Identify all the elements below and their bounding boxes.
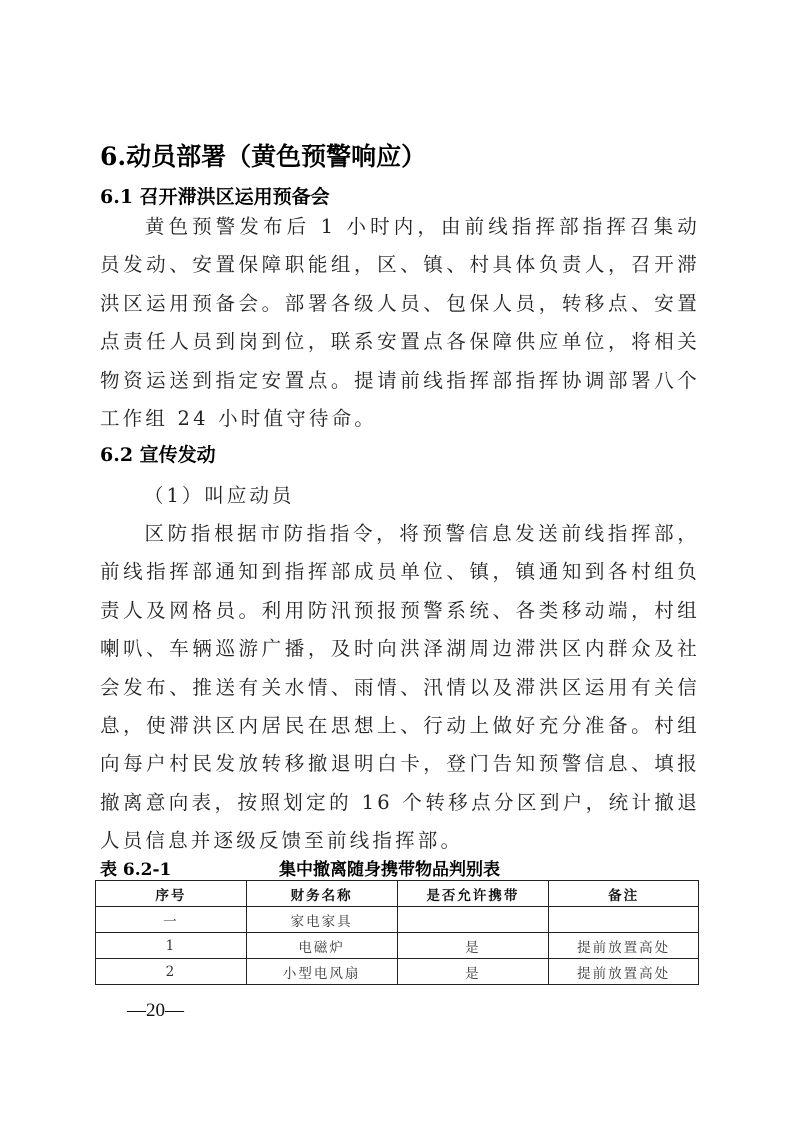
- table-row: [96, 907, 699, 933]
- heading-6-1: 6.1 召开滞洪区运用预备会: [100, 186, 330, 208]
- paragraph-6-2: [100, 515, 700, 861]
- header-item-name: 财务名称: [246, 881, 397, 907]
- cell-item-name: 家电家具: [246, 907, 397, 933]
- cell-index: 2: [96, 959, 247, 985]
- cell-allowed: 是: [397, 933, 549, 959]
- table-number: 表 6.2-1: [100, 860, 172, 880]
- heading-6-2: 6.2 宣传发动: [100, 444, 216, 466]
- paragraph-6-2-text: 区防指根据市防指指令，将预警信息发送前线指挥部，前线指挥部通知到指挥部成员单位、镇，镇通知到各村组负责人及网格员。利用防汛预报预警系统、各类移动端，村组喇叭、车辆巡游广播，及时向洪泽湖周边滞洪区内群众及社会发布、推送有关水情、雨情、汛情以及滞洪区运用有关信息，使滞洪区内居民在思想上、行动上做好充分准备。村组向每户村民发放转移撤退明白卡，登门告知预警信息、填报撤离意向表，按照划定的 16 个转移点分区到户，统计撤退人员信息并逐级反馈至前线指挥部。: [100, 522, 700, 853]
- paragraph-6-1-text: 黄色预警发布后 1 小时内，由前线指挥部指挥召集动员发动、安置保障职能组，区、镇、村具体负责人，召开滞洪区运用预备会。部署各级人员、包保人员，转移点、安置点责任人员到岗到位，联系安置点各保障供应单位，将相关物资运送到指定安置点。提请前线指挥部指挥协调部署八个工作组 24 小时值守待命。: [100, 215, 700, 431]
- cell-allowed: [397, 907, 549, 933]
- header-allowed: 是否允许携带: [397, 881, 549, 907]
- table-title: 集中撤离随身携带物品判别表: [279, 860, 500, 880]
- cell-item-name: 电磁炉: [246, 933, 397, 959]
- table-row: [96, 933, 699, 959]
- cell-remark: [549, 907, 699, 933]
- cell-index: 一: [96, 907, 247, 933]
- cell-allowed: 是: [397, 959, 549, 985]
- page-number: —20—: [127, 1000, 184, 1021]
- header-remark: 备注: [549, 881, 699, 907]
- subheading-call-mobilize: （1）叫应动员: [144, 484, 295, 507]
- cell-index: 1: [96, 933, 247, 959]
- section-title: 6.动员部署（黄色预警响应）: [100, 142, 427, 171]
- header-index: 序号: [96, 881, 247, 907]
- table-row: [96, 959, 699, 985]
- paragraph-6-1: [100, 208, 700, 438]
- table-header-row: [96, 881, 699, 907]
- cell-remark: 提前放置高处: [549, 959, 699, 985]
- cell-remark: 提前放置高处: [549, 933, 699, 959]
- items-table: [95, 880, 699, 985]
- cell-item-name: 小型电风扇: [246, 959, 397, 985]
